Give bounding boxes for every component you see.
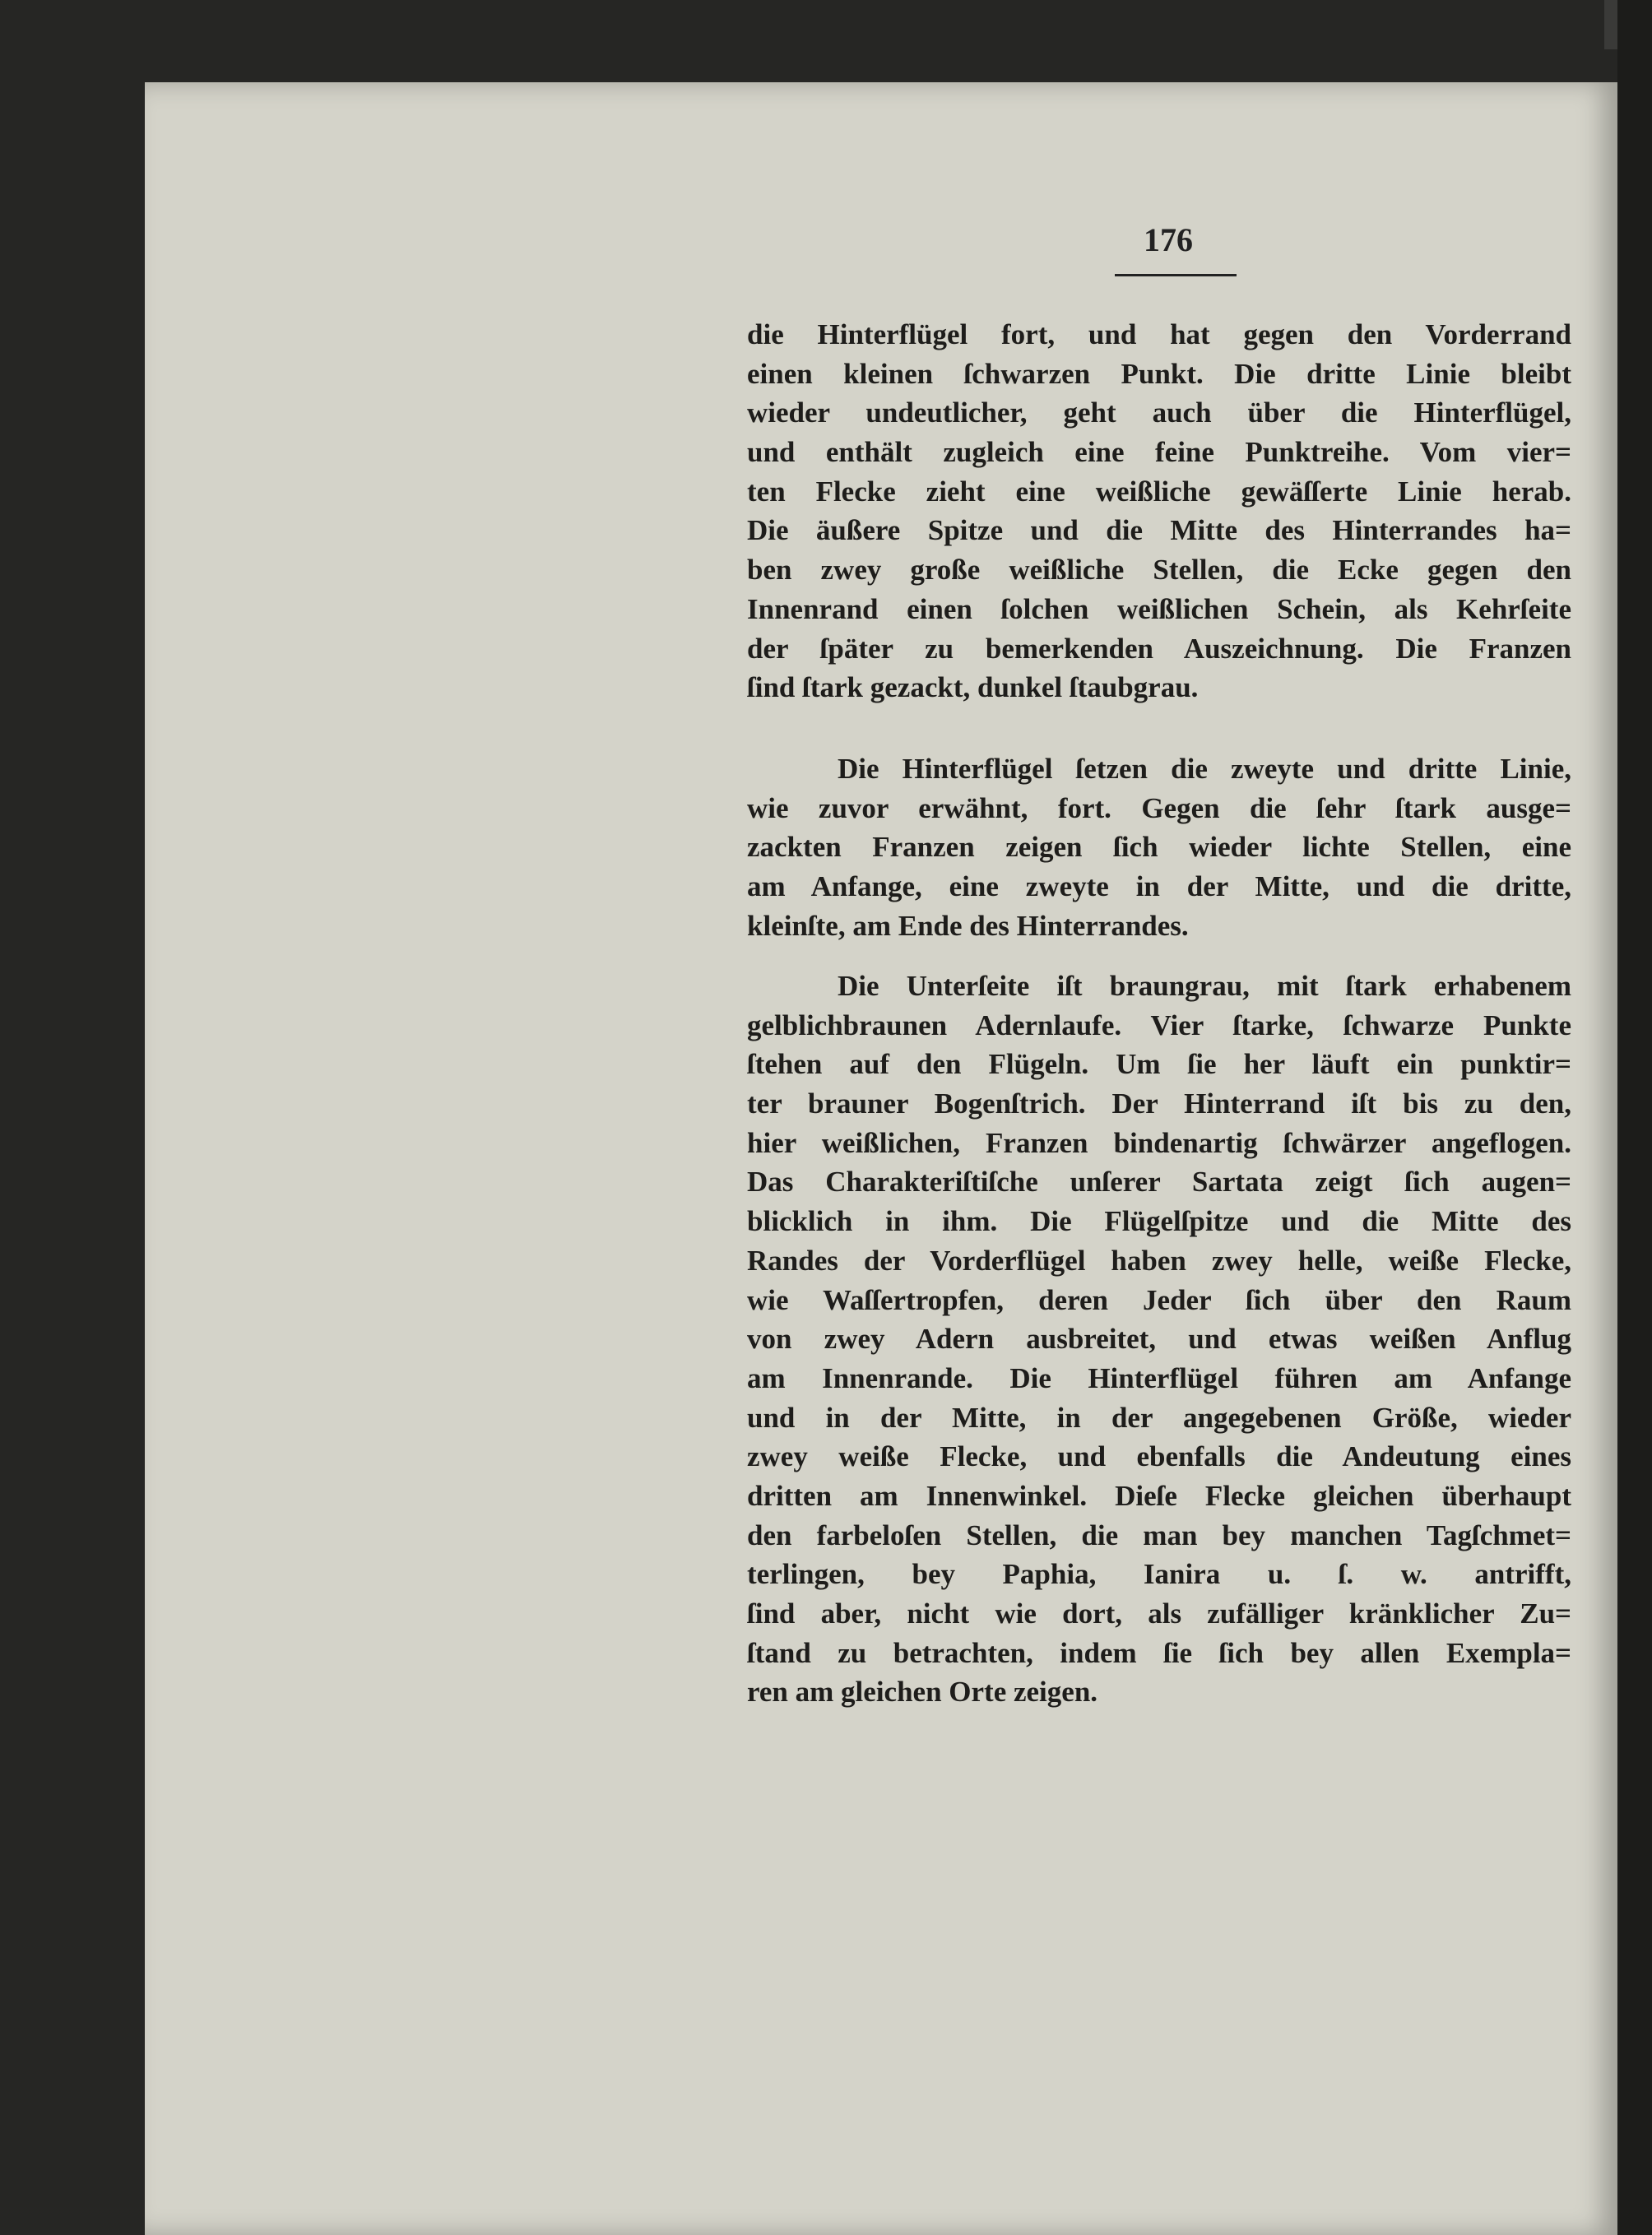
text-line: Das Charakteriſtiſche unſerer Sartata zeigt ſich augen=: [747, 1166, 1571, 1199]
text-line: ren am gleichen Orte zeigen.: [747, 1676, 1098, 1709]
text-line: von zwey Adern ausbreitet, und etwas weißen Anflug: [747, 1323, 1571, 1356]
paragraph-2: [747, 749, 1571, 945]
text-line: am Anfange, eine zweyte in der Mitte, und die dritte,: [747, 870, 1571, 903]
text-line: wie Waſſertropfen, deren Jeder ſich über den Raum: [747, 1283, 1571, 1316]
paragraph-1: [747, 315, 1571, 707]
text-line: ter brauner Bogenſtrich. Der Hinterrand iſt bis zu den,: [747, 1087, 1571, 1120]
text-line: zwey weiße Flecke, und ebenfalls die Andeutung eines: [747, 1440, 1571, 1473]
text-line: und in der Mitte, in der angegebenen Größe, wieder: [747, 1401, 1571, 1434]
text-line: Die äußere Spitze und die Mitte des Hinterrandes ha=: [747, 514, 1571, 547]
text-line: wieder undeutlicher, geht auch über die Hinterflügel,: [747, 396, 1571, 429]
text-line: terlingen, bey Paphia, Ianira u. ſ. w. antrifft,: [747, 1558, 1571, 1591]
text-line: ſtehen auf den Flügeln. Um ſie her läuft ein punktir=: [747, 1048, 1571, 1081]
text-line: ten Flecke zieht eine weißliche gewäſſerte Linie herab.: [747, 475, 1571, 508]
text-line: ſtand zu betrachten, indem ſie ſich bey allen Exempla=: [747, 1636, 1571, 1669]
page-number: 176: [1144, 221, 1193, 258]
text-line: Innenrand einen ſolchen weißlichen Schein, als Kehrſeite: [747, 592, 1571, 625]
text-line: blicklich in ihm. Die Flügelſpitze und die Mitte des: [747, 1205, 1571, 1238]
text-line: dritten am Innenwinkel. Dieſe Flecke gleichen überhaupt: [747, 1479, 1571, 1512]
text-line: ben zwey große weißliche Stellen, die Ecke gegen den: [747, 554, 1571, 587]
scan-edge: [1617, 0, 1652, 2235]
text-line: Die Unterſeite iſt braungrau, mit ſtark erhabenem: [838, 970, 1571, 1002]
paragraph-3: [747, 967, 1571, 1712]
text-line: am Innenrande. Die Hinterflügel führen am Anfange: [747, 1361, 1571, 1394]
text-line: Randes der Vorderflügel haben zwey helle, weiße Flecke,: [747, 1244, 1571, 1277]
text-line: die Hinterflügel fort, und hat gegen den Vorderrand: [747, 318, 1571, 350]
text-line: hier weißlichen, Franzen bindenartig ſchwärzer angeflogen.: [747, 1126, 1571, 1159]
text-line: wie zuvor erwähnt, fort. Gegen die ſehr ſtark ausge=: [747, 791, 1571, 824]
text-line: ſind ſtark gezackt, dunkel ſtaubgrau.: [747, 671, 1199, 704]
text-line: einen kleinen ſchwarzen Punkt. Die dritte Linie bleibt: [747, 357, 1571, 390]
text-line: und enthält zugleich eine feine Punktreihe. Vom vier=: [747, 436, 1571, 469]
text-line: kleinſte, am Ende des Hinterrandes.: [747, 909, 1189, 942]
text-line: ſind aber, nicht wie dort, als zufälliger kränklicher Zu=: [747, 1597, 1571, 1630]
text-line: zackten Franzen zeigen ſich wieder lichte Stellen, eine: [747, 831, 1571, 864]
text-line: Die Hinterflügel ſetzen die zweyte und dritte Linie,: [838, 753, 1571, 785]
text-line: der ſpäter zu bemerkenden Auszeichnung. Die Franzen: [747, 632, 1571, 665]
text-line: den farbeloſen Stellen, die man bey manchen Tagſchmet=: [747, 1519, 1571, 1551]
text-line: gelblichbraunen Adernlaufe. Vier ſtarke, ſchwarze Punkte: [747, 1009, 1571, 1041]
header-rule: [1115, 274, 1237, 276]
